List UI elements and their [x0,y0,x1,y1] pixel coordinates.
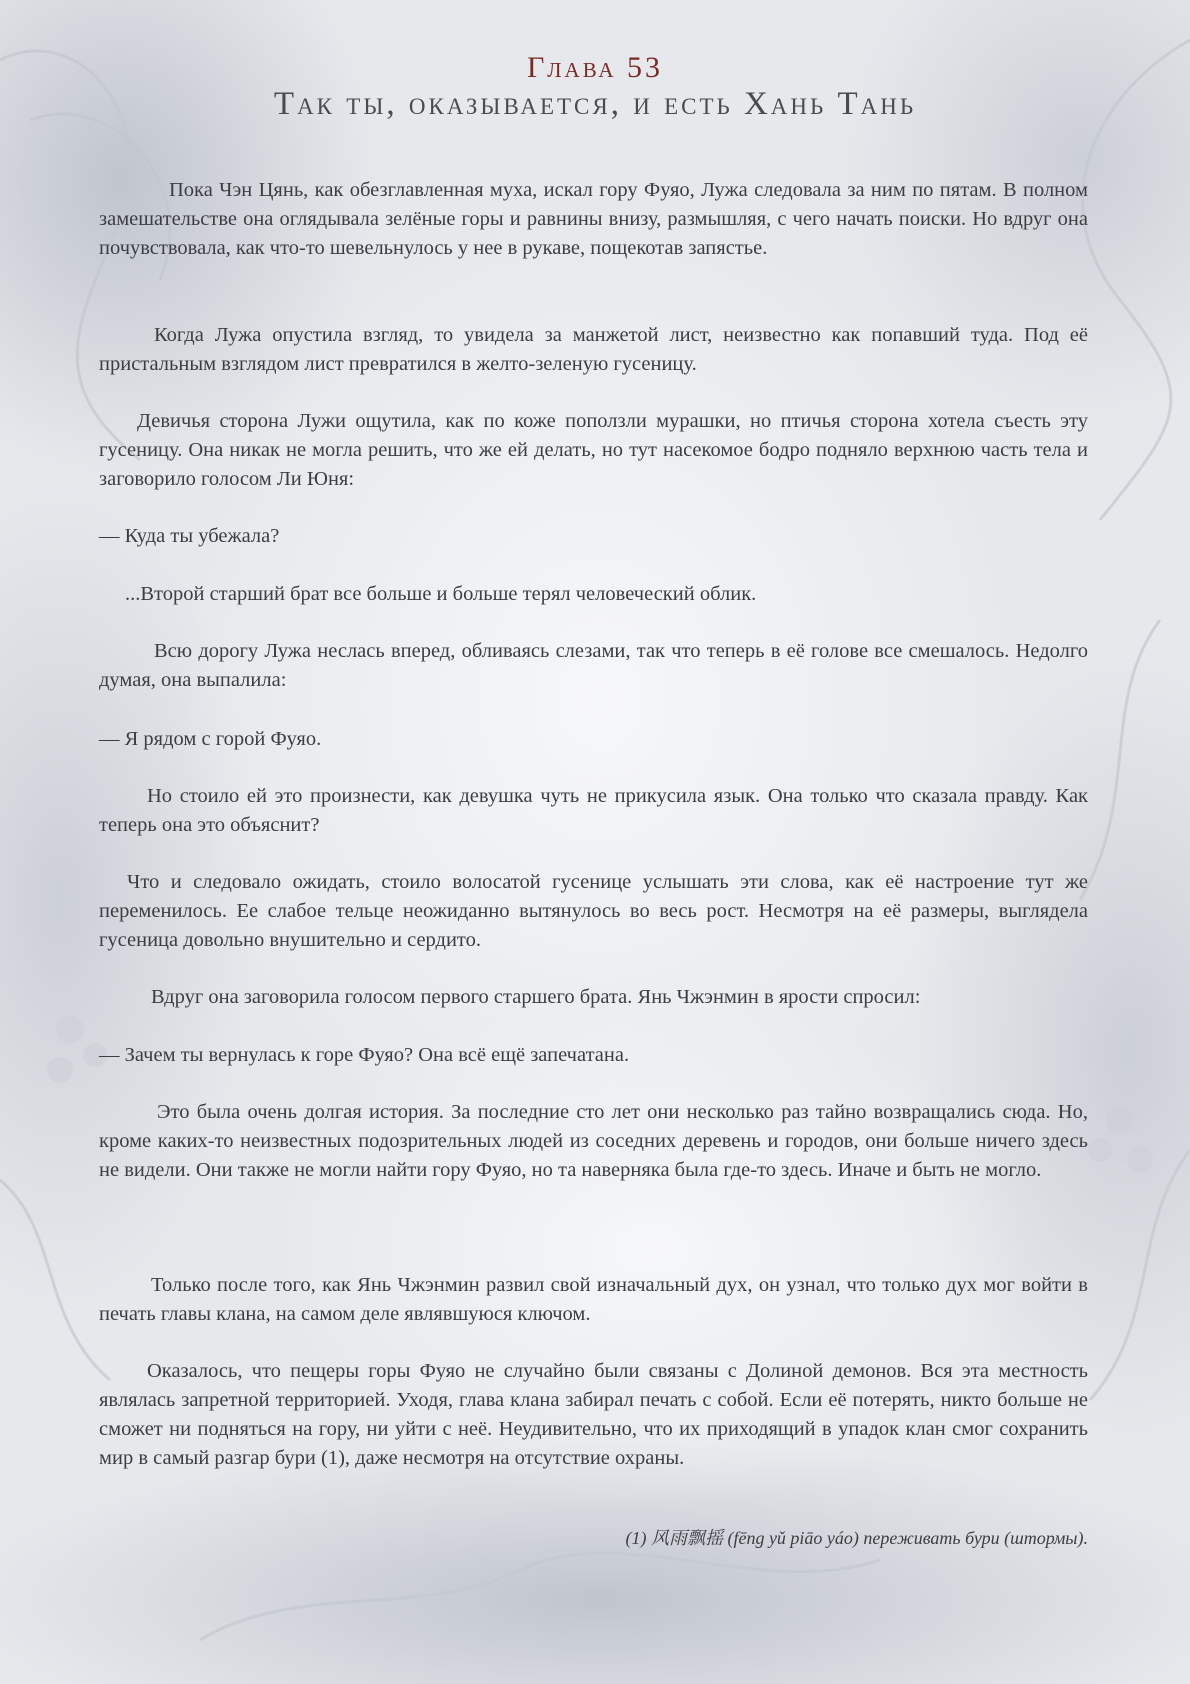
footnote: (1) 风雨飘摇 (fēng yǔ piāo yáo) переживать бури (штормы). [625,1528,1088,1548]
paragraph: Вдруг она заговорила голосом первого старшего брата. Янь Чжэнмин в ярости спросил: [151,986,921,1008]
paragraph: Всю дорогу Лужа неслась вперед, обливаясь слезами, так что теперь в её голове все смешалось. Недолго думая, она выпалила: [99,640,1088,691]
chapter-title: Так ты, оказывается, и есть Хань Тань [273,86,917,122]
paragraph: Это была очень долгая история. За последние сто лет они несколько раз тайно возвращались сюда. Но, кроме каких-то неизвестных подозрительных людей из соседних деревень и городов, они больше ничего здесь не видели. Они также не могли найти гору Фуяо, но та наверняка была где-то здесь. Иначе и быть не могло. [99,1101,1088,1181]
paragraph: Но стоило ей это произнести, как девушка чуть не прикусила язык. Она только что сказала правду. Как теперь она это объяснит? [99,785,1088,836]
dialogue-line: — Я рядом с горой Фуяо. [99,728,322,750]
paragraph: Девичья сторона Лужи ощутила, как по коже поползли мурашки, но птичья сторона хотела съесть эту гусеницу. Она никак не могла решить, что же ей делать, но тут насекомое бодро подняло верхнюю часть тела и заговорило голосом Ли Юня: [99,410,1088,490]
paragraph: Когда Лужа опустила взгляд, то увидела за манжетой лист, неизвестно как попавший туда. Под её пристальным взглядом лист превратился в желто-зеленую гусеницу. [99,324,1088,375]
paragraph: ...Второй старший брат все больше и больше терял человеческий облик. [125,583,757,605]
paragraph: Оказалось, что пещеры горы Фуяо не случайно были связаны с Долиной демонов. Вся эта местность являлась запретной территорией. Уходя, глава клана забирал печать с собой. Если её потерять, никто больше не сможет ни подняться на гору, ни уйти с неё. Неудивительно, что их приходящий в упадок клан смог сохранить мир в самый разгар бури (1), даже несмотря на отсутствие охраны. [99,1360,1088,1469]
chapter-number: Глава 53 [526,51,664,84]
paragraph: Пока Чэн Цянь, как обезглавленная муха, искал гору Фуяо, Лужа следовала за ним по пятам. В полном замешательстве она оглядывала зелёные горы и равнины внизу, размышляя, с чего начать поиски. Но вдруг она почувствовала, как что-то шевельнулось у нее в рукаве, пощекотав запястье. [99,179,1088,259]
paragraph: Только после того, как Янь Чжэнмин развил свой изначальный дух, он узнал, что только дух мог войти в печать главы клана, на самом деле являвшуюся ключом. [99,1274,1088,1325]
dialogue-line: — Зачем ты вернулась к горе Фуяо? Она всё ещё запечатана. [99,1044,630,1066]
paragraph: Что и следовало ожидать, стоило волосатой гусенице услышать эти слова, как её настроение тут же переменилось. Ее слабое тельце неожиданно вытянулось во весь рост. Несмотря на её размеры, выглядела гусеница довольно внушительно и сердито. [99,871,1088,951]
dialogue-line: — Куда ты убежала? [99,525,280,547]
